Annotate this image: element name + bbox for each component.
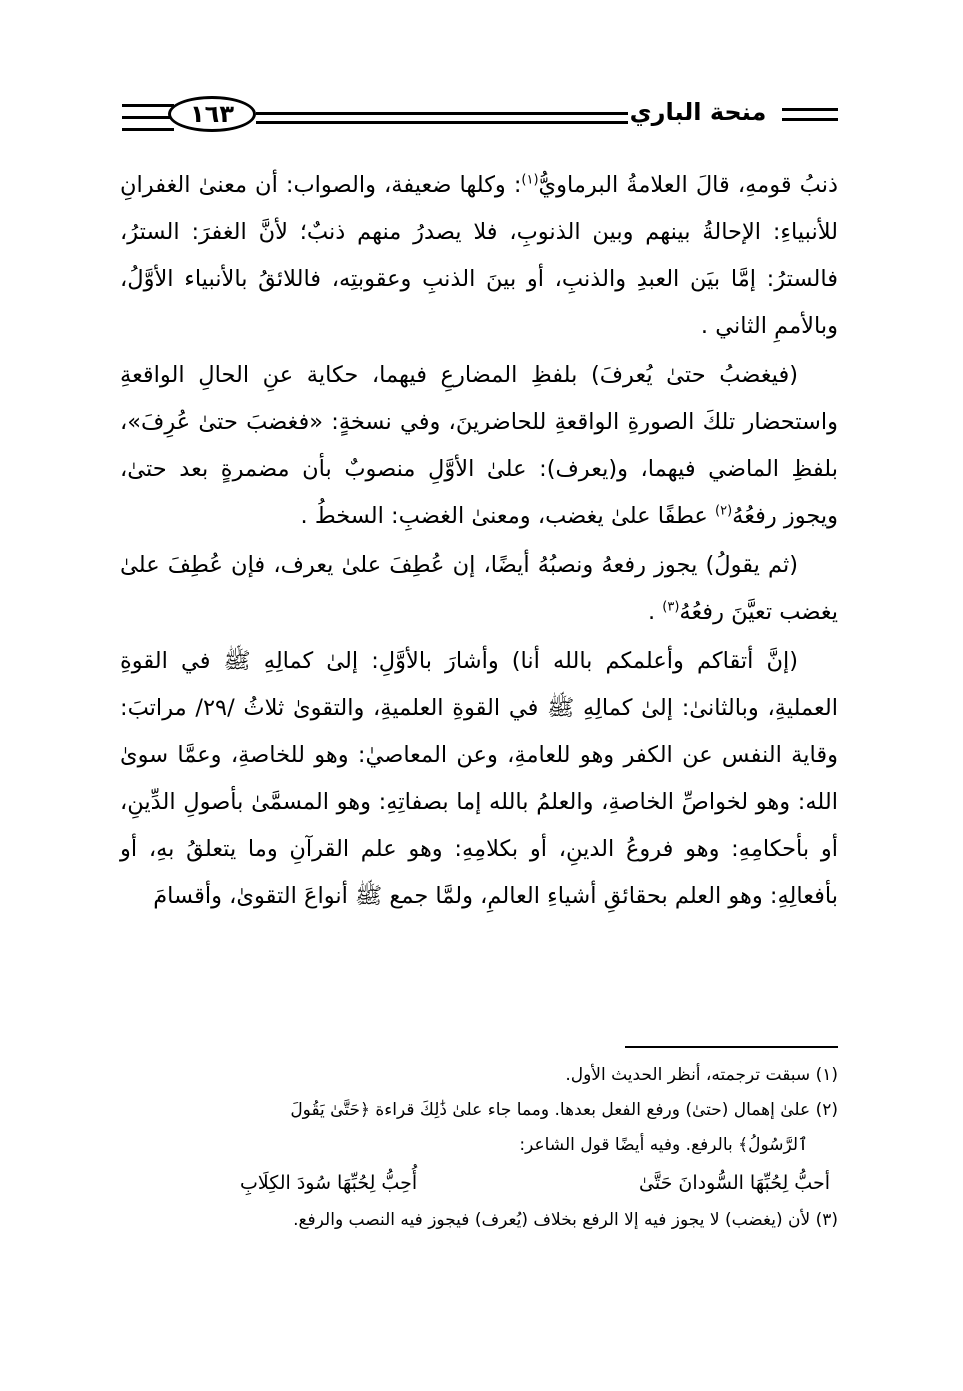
footnote-1: (١) سبقت ترجمته، أنظر الحديث الأول. <box>565 1065 838 1085</box>
header-rule-right-bottom <box>782 118 838 121</box>
page-number: ١٦٣ <box>168 96 256 132</box>
header-rule-left-bottom <box>122 128 174 131</box>
paragraph-2-rest: عطفًا علىٰ يغضب، ومعنىٰ الغضبِ: السخطُ . <box>300 503 716 529</box>
footnote-2-continued: ٱلرَّسُولُ﴾ بالرفع. وفيه أيضًا قول الشاعر: <box>519 1135 808 1155</box>
verse-first-hemistich: أحبُّ لِحُبِّهَا السُّودانَ حَتَّىٰ <box>639 1172 830 1194</box>
paragraph-3-rest: . <box>647 599 663 625</box>
paragraph-2 <box>120 352 838 540</box>
page-header <box>0 0 963 160</box>
footnote-ref-3[interactable]: (٣) <box>662 599 680 615</box>
header-rule-left-mid <box>122 116 174 119</box>
footnote-ref-1[interactable]: (١) <box>521 172 539 188</box>
running-title: منحة الباري <box>629 98 767 126</box>
paragraph-3-start: (ثم يقولُ) يجوز رفعهُ ونصبُهُ أيضًا، إن عُطِفَ علىٰ يعرف، فإن عُطِفَ علىٰ يغضب تعيَّنَ رفعُهُ <box>120 552 838 625</box>
footnote-separator <box>625 1046 838 1048</box>
paragraph-1-start: ذنبُ قومهِ، قالَ العلامةُ البرماويُّ <box>538 172 838 198</box>
footnote-3: (٣) لأن (يغضب) لا يجوز فيه إلا الرفع بخلاف (يُعرف) فيجوز فيه النصب والرفع. <box>293 1210 838 1230</box>
main-text <box>120 162 838 920</box>
header-rule-right-top <box>782 108 838 111</box>
verse-second-hemistich: أُحِبُّ لِحُبِّهَا سُودَ الكِلَابِ <box>240 1172 418 1194</box>
paragraph-1 <box>120 162 838 350</box>
header-rule-middle-top <box>256 112 628 115</box>
paragraph-4: (إنَّ أتقاكم وأعلمكم بالله أنا) وأشارَ بالأوَّلِ: إلىٰ كمالِهِ ﷺ في القوةِ العمليةِ، وبالثانیٰ: إلىٰ كمالِهِ ﷺ في القوةِ العلميةِ، والتقوىٰ ثلاثُ /٢٩/ مراتبَ: وقاية النفس عن الكفر وهو للعامةِ، وعن المعاصيٰ: وهو للخاصةِ، وعمَّا سوىٰ الله: وهو لخواصِّ الخاصةِ، والعلمُ بالله إما بصفاتِهِ: وهو المسمَّىٰ بأصولِ الدِّينِ، أو بأحكامِهِ: وهو فروعُ الدينِ، أو بكلامِهِ: وهو علم القرآنِ وما يتعلقُ بهِ، أو بأفعالِهِ: وهو العلم بحقائقِ أشياءِ العالمِ، ولمَّا جمع ﷺ أنواعَ التقوىٰ، وأقسامَ <box>120 648 839 909</box>
paragraph-1-rest: : وكلها ضعيفة، والصواب: أن معنىٰ الغفرانِ للأنبياءِ: الإحالةُ بينهم وبين الذنوبِ، فلا يصدرُ منهم ذنبٌ؛ لأنَّ الغفرَ: السترُ، فالسترُ: إمَّا بيَن العبدِ والذنبِ، أو بينَ الذنبِ وعقوبتِه، فاللائقُ بالأنبياء الأوَّلُ، وبالأممِ الثاني . <box>120 172 838 339</box>
paragraph-2-start: (فيغضبُ حتىٰ يُعرفَ) بلفظِ المضارعِ فيهما، حكاية عنِ الحالِ الواقعةِ واستحضار تلكَ الصورةِ الواقعةِ للحاضرينَ، وفي نسخةٍ: «فغضبَ حتىٰ عُرِفَ»، بلفظِ الماضي فيهما، و(يعرف): علىٰ الأوَّلِ منصوبٌ بأن مضمرةٍ بعد حتىٰ، ويجوز رفعُهُ <box>120 362 838 529</box>
footnotes <box>120 1058 838 1238</box>
header-rule-middle-bottom <box>256 121 628 124</box>
footnote-2: (٢) علىٰ إهمال (حتىٰ) ورفع الفعل بعدها. ومما جاء علىٰ ذَٰلِكَ قراءة ﴿حَتَّىٰ يَقُولَ <box>290 1100 838 1120</box>
header-rule-left-top <box>122 104 174 107</box>
footnote-ref-2[interactable]: (٢) <box>715 503 733 519</box>
paragraph-3 <box>120 542 838 636</box>
poetry-verse <box>120 1163 838 1203</box>
